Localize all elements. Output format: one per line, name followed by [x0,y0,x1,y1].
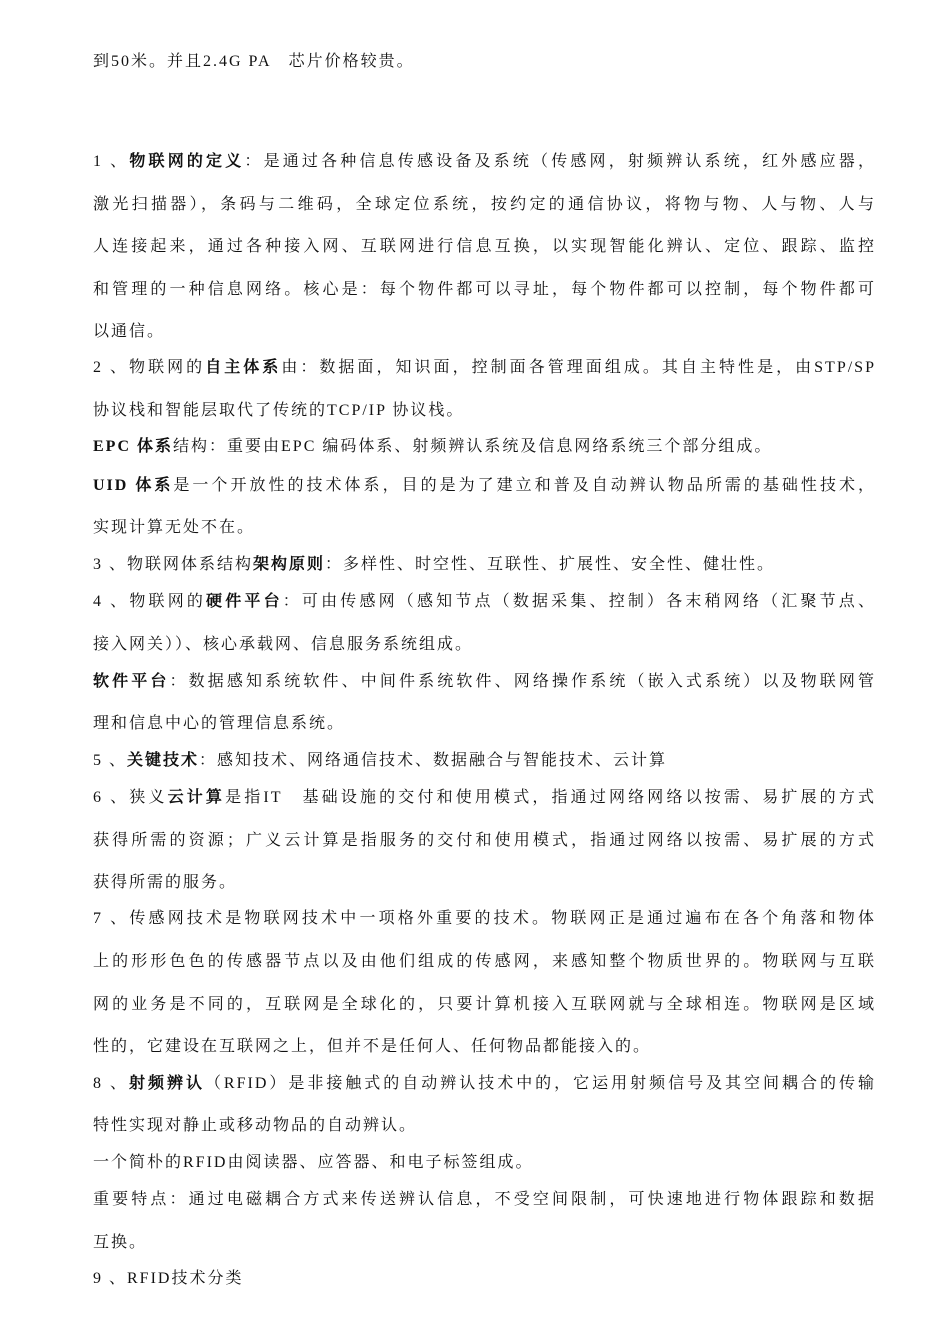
text-line: 以通信。 [93,323,166,340]
text-line: 5 、关键技术：感知技术、网络通信技术、数据融合与智能技术、云计算 [93,752,668,769]
text-line: 网的业务是不同的，互联网是全球化的，只要计算机接入互联网就与全球相连。物联网是区域 [93,996,876,1013]
text-line: EPC 体系结构：重要由EPC 编码体系、射频辨认系统及信息网络系统三个部分组成。 [93,438,773,455]
text-line: 9 、RFID技术分类 [93,1270,244,1287]
text-line: 激光扫描器），条码与二维码，全球定位系统，按约定的通信协议，将物与物、人与物、人与 [93,196,876,213]
text-line: 6 、狭义云计算是指IT 基础设施的交付和使用模式，指通过网络网络以按需、易扩展的方式 [93,789,876,806]
text-line: 4 、物联网的硬件平台：可由传感网（感知节点（数据采集、控制）各末稍网络（汇聚节点、 [93,593,876,610]
text-line: 和管理的一种信息网络。核心是：每个物件都可以寻址，每个物件都可以控制，每个物件都可 [93,281,876,298]
text-line: 接入网关））、核心承载网、信息服务系统组成。 [93,636,474,653]
text-line: 特性实现对静止或移动物品的自动辨认。 [93,1117,418,1134]
text-line: 理和信息中心的管理信息系统。 [93,715,346,732]
text-line: 互换。 [93,1234,148,1251]
text-line: 人连接起来，通过各种接入网、互联网进行信息互换，以实现智能化辨认、定位、跟踪、监控 [93,238,876,255]
text-line: 1 、物联网的定义：是通过各种信息传感设备及系统（传感网，射频辨认系统，红外感应器， [93,153,876,170]
text-line: 一个简朴的RFID由阅读器、应答器、和电子标签组成。 [93,1154,534,1171]
text-line: 获得所需的服务。 [93,874,238,891]
text-line: 实现计算无处不在。 [93,519,256,536]
text-line: 重要特点：通过电磁耦合方式来传送辨认信息，不受空间限制，可快速地进行物体跟踪和数据 [93,1191,876,1208]
text-line: 8 、射频辨认（RFID）是非接触式的自动辨认技术中的，它运用射频信号及其空间耦合的传输 [93,1075,876,1092]
text-line: 3 、物联网体系结构架构原则：多样性、时空性、互联性、扩展性、安全性、健壮性。 [93,556,776,573]
text-line: 软件平台：数据感知系统软件、中间件系统软件、网络操作系统（嵌入式系统）以及物联网管 [93,673,876,690]
text-line: UID 体系是一个开放性的技术体系，目的是为了建立和普及自动辨认物品所需的基础性技术， [93,477,876,494]
text-line: 到50米。并且2.4G PA 芯片价格较贵。 [93,53,415,70]
text-line: 7 、传感网技术是物联网技术中一项格外重要的技术。物联网正是通过遍布在各个角落和物体 [93,910,876,927]
text-line: 上的形形色色的传感器节点以及由他们组成的传感网，来感知整个物质世界的。物联网与互联 [93,953,876,970]
text-line: 获得所需的资源；广义云计算是指服务的交付和使用模式，指通过网络以按需、易扩展的方式 [93,832,876,849]
text-line: 性的，它建设在互联网之上，但并不是任何人、任何物品都能接入的。 [93,1038,652,1055]
text-line: 2 、物联网的自主体系由：数据面，知识面，控制面各管理面组成。其自主特性是，由STP/SP [93,359,876,376]
text-line: 协议栈和智能层取代了传统的TCP/IP 协议栈。 [93,402,465,419]
